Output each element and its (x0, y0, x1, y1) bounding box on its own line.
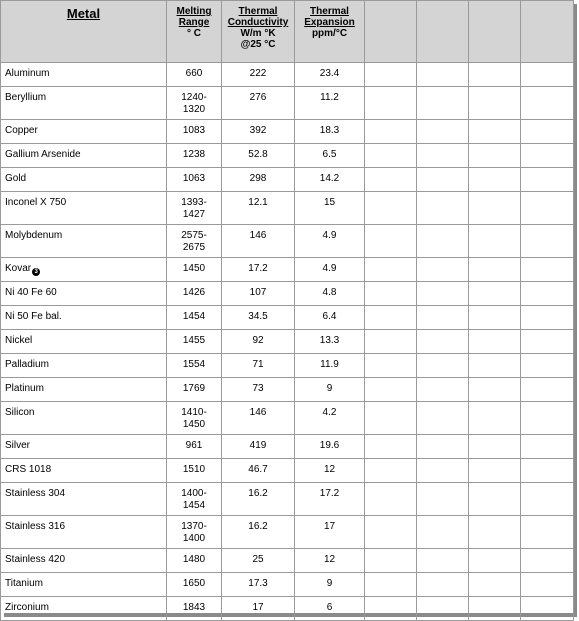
cell-blank (365, 573, 417, 597)
cell-metal: Silver (1, 435, 167, 459)
cell-blank (365, 282, 417, 306)
cell-metal: Nickel (1, 330, 167, 354)
table-row (1, 402, 574, 435)
cell-blank (521, 144, 574, 168)
cell-blank (365, 258, 417, 282)
cell-blank (365, 168, 417, 192)
cell-blank (469, 282, 521, 306)
cell-blank (469, 483, 521, 516)
cell-blank (521, 483, 574, 516)
header-thermal-conductivity: Thermal Conductivity W/m °K @25 °C (222, 1, 295, 63)
cell-blank (469, 549, 521, 573)
table-row (1, 459, 574, 483)
cell-expansion: 11.2 (295, 87, 365, 120)
cell-metal: Titanium (1, 573, 167, 597)
cell-blank (417, 402, 469, 435)
table-row (1, 282, 574, 306)
cell-expansion: 6.4 (295, 306, 365, 330)
cell-blank (521, 225, 574, 258)
table-row (1, 330, 574, 354)
cell-metal: Palladium (1, 354, 167, 378)
cell-blank (365, 378, 417, 402)
cell-blank (521, 597, 574, 621)
cell-blank (417, 258, 469, 282)
cell-blank (469, 258, 521, 282)
cell-blank (469, 354, 521, 378)
cell-conductivity: 107 (222, 282, 295, 306)
cell-blank (469, 516, 521, 549)
cell-blank (417, 168, 469, 192)
cell-blank (469, 306, 521, 330)
cell-melting: 1238 (167, 144, 222, 168)
cell-conductivity: 17 (222, 597, 295, 621)
cell-conductivity: 46.7 (222, 459, 295, 483)
cell-conductivity: 73 (222, 378, 295, 402)
cell-blank (365, 354, 417, 378)
cell-melting: 1426 (167, 282, 222, 306)
cell-metal: Inconel X 750 (1, 192, 167, 225)
table-row (1, 549, 574, 573)
cell-blank (417, 144, 469, 168)
header-blank-3 (469, 1, 521, 63)
cell-melting: 1370- 1400 (167, 516, 222, 549)
cell-expansion: 4.2 (295, 402, 365, 435)
header-metal: Metal (1, 1, 167, 63)
cell-expansion: 17 (295, 516, 365, 549)
cell-blank (521, 549, 574, 573)
cell-blank (469, 168, 521, 192)
cell-metal: Stainless 304 (1, 483, 167, 516)
cell-expansion: 19.6 (295, 435, 365, 459)
cell-melting: 1454 (167, 306, 222, 330)
cell-blank (417, 282, 469, 306)
cell-melting: 961 (167, 435, 222, 459)
cell-metal: Zirconium (1, 597, 167, 621)
cell-blank (365, 192, 417, 225)
cell-expansion: 9 (295, 378, 365, 402)
cell-blank (521, 459, 574, 483)
cell-conductivity: 52.8 (222, 144, 295, 168)
cell-blank (417, 378, 469, 402)
cell-expansion: 15 (295, 192, 365, 225)
cell-melting: 1063 (167, 168, 222, 192)
cell-expansion: 12 (295, 549, 365, 573)
cell-blank (417, 516, 469, 549)
cell-conductivity: 25 (222, 549, 295, 573)
table-row (1, 378, 574, 402)
header-blank-1 (365, 1, 417, 63)
cell-blank (365, 435, 417, 459)
cell-blank (469, 435, 521, 459)
cell-blank (417, 483, 469, 516)
cell-conductivity: 222 (222, 63, 295, 87)
cell-blank (365, 549, 417, 573)
cell-expansion: 12 (295, 459, 365, 483)
cell-metal: Gallium Arsenide (1, 144, 167, 168)
cell-blank (417, 306, 469, 330)
table-row (1, 87, 574, 120)
table-row (1, 354, 574, 378)
cell-expansion: 4.9 (295, 225, 365, 258)
cell-blank (417, 549, 469, 573)
cell-expansion: 4.8 (295, 282, 365, 306)
cell-conductivity: 17.3 (222, 573, 295, 597)
cell-blank (417, 330, 469, 354)
cell-expansion: 6 (295, 597, 365, 621)
cell-melting: 1410- 1450 (167, 402, 222, 435)
cell-blank (469, 459, 521, 483)
cell-blank (521, 516, 574, 549)
cell-blank (365, 144, 417, 168)
table-row (1, 483, 574, 516)
table-row (1, 435, 574, 459)
cell-metal: Silicon (1, 402, 167, 435)
cell-blank (365, 120, 417, 144)
table-row (1, 63, 574, 87)
cell-blank (521, 378, 574, 402)
table-row (1, 192, 574, 225)
cell-metal: Kovar 3 (1, 258, 167, 282)
table-row (1, 225, 574, 258)
table-row (1, 597, 574, 621)
cell-blank (417, 573, 469, 597)
header-thermal-expansion: Thermal Expansion ppm/°C (295, 1, 365, 63)
cell-conductivity: 92 (222, 330, 295, 354)
cell-conductivity: 146 (222, 225, 295, 258)
cell-blank (417, 192, 469, 225)
cell-blank (365, 483, 417, 516)
cell-conductivity: 392 (222, 120, 295, 144)
cell-metal: Ni 40 Fe 60 (1, 282, 167, 306)
footnote-badge-icon: 3 (32, 268, 40, 276)
cell-expansion: 11.9 (295, 354, 365, 378)
cell-blank (469, 63, 521, 87)
cell-blank (469, 597, 521, 621)
header-row (1, 1, 574, 63)
cell-expansion: 23.4 (295, 63, 365, 87)
cell-blank (521, 330, 574, 354)
cell-blank (469, 573, 521, 597)
cell-blank (469, 402, 521, 435)
cell-melting: 1400- 1454 (167, 483, 222, 516)
cell-metal: CRS 1018 (1, 459, 167, 483)
cell-melting: 1083 (167, 120, 222, 144)
cell-blank (469, 87, 521, 120)
cell-blank (521, 87, 574, 120)
cell-conductivity: 419 (222, 435, 295, 459)
table-row (1, 168, 574, 192)
cell-expansion: 9 (295, 573, 365, 597)
cell-conductivity: 71 (222, 354, 295, 378)
cell-blank (365, 225, 417, 258)
cell-melting: 2575- 2675 (167, 225, 222, 258)
cell-melting: 1480 (167, 549, 222, 573)
cell-blank (365, 597, 417, 621)
cell-conductivity: 276 (222, 87, 295, 120)
table-row (1, 573, 574, 597)
cell-expansion: 14.2 (295, 168, 365, 192)
cell-expansion: 18.3 (295, 120, 365, 144)
cell-metal: Platinum (1, 378, 167, 402)
cell-metal: Stainless 420 (1, 549, 167, 573)
cell-blank (521, 168, 574, 192)
cell-blank (521, 306, 574, 330)
cell-metal: Aluminum (1, 63, 167, 87)
cell-blank (521, 354, 574, 378)
header-blank-2 (417, 1, 469, 63)
cell-blank (521, 192, 574, 225)
table-body (1, 63, 574, 621)
cell-melting: 1240- 1320 (167, 87, 222, 120)
cell-expansion: 4.9 (295, 258, 365, 282)
cell-blank (469, 330, 521, 354)
cell-blank (521, 120, 574, 144)
cell-melting: 1393- 1427 (167, 192, 222, 225)
cell-conductivity: 298 (222, 168, 295, 192)
cell-melting: 1455 (167, 330, 222, 354)
cell-metal: Molybdenum (1, 225, 167, 258)
cell-blank (521, 258, 574, 282)
cell-conductivity: 12.1 (222, 192, 295, 225)
cell-blank (365, 330, 417, 354)
cell-melting: 1843 (167, 597, 222, 621)
cell-blank (417, 597, 469, 621)
cell-expansion: 13.3 (295, 330, 365, 354)
cell-melting: 1450 (167, 258, 222, 282)
cell-conductivity: 34.5 (222, 306, 295, 330)
header-blank-4 (521, 1, 574, 63)
table-row (1, 306, 574, 330)
cell-melting: 1554 (167, 354, 222, 378)
cell-blank (521, 573, 574, 597)
cell-melting: 1510 (167, 459, 222, 483)
cell-blank (365, 516, 417, 549)
cell-blank (469, 225, 521, 258)
cell-conductivity: 16.2 (222, 483, 295, 516)
header-melting-range: Melting Range ° C (167, 1, 222, 63)
cell-blank (365, 306, 417, 330)
cell-blank (417, 87, 469, 120)
cell-expansion: 6.5 (295, 144, 365, 168)
cell-blank (521, 282, 574, 306)
cell-blank (365, 87, 417, 120)
cell-conductivity: 146 (222, 402, 295, 435)
cell-metal: Gold (1, 168, 167, 192)
cell-melting: 1769 (167, 378, 222, 402)
cell-blank (365, 459, 417, 483)
cell-blank (417, 435, 469, 459)
cell-blank (417, 459, 469, 483)
cell-blank (521, 435, 574, 459)
cell-blank (417, 354, 469, 378)
cell-blank (469, 378, 521, 402)
cell-melting: 1650 (167, 573, 222, 597)
cell-conductivity: 17.2 (222, 258, 295, 282)
cell-blank (469, 144, 521, 168)
cell-melting: 660 (167, 63, 222, 87)
table-row (1, 144, 574, 168)
table-row (1, 120, 574, 144)
cell-blank (469, 192, 521, 225)
cell-blank (417, 225, 469, 258)
cell-metal: Beryllium (1, 87, 167, 120)
cell-blank (417, 63, 469, 87)
cell-metal: Copper (1, 120, 167, 144)
cell-metal: Stainless 316 (1, 516, 167, 549)
cell-metal: Ni 50 Fe bal. (1, 306, 167, 330)
cell-conductivity: 16.2 (222, 516, 295, 549)
cell-blank (417, 120, 469, 144)
cell-expansion: 17.2 (295, 483, 365, 516)
table-row (1, 516, 574, 549)
cell-blank (521, 63, 574, 87)
cell-blank (365, 402, 417, 435)
cell-blank (521, 402, 574, 435)
cell-blank (365, 63, 417, 87)
cell-blank (469, 120, 521, 144)
table-row (1, 258, 574, 282)
